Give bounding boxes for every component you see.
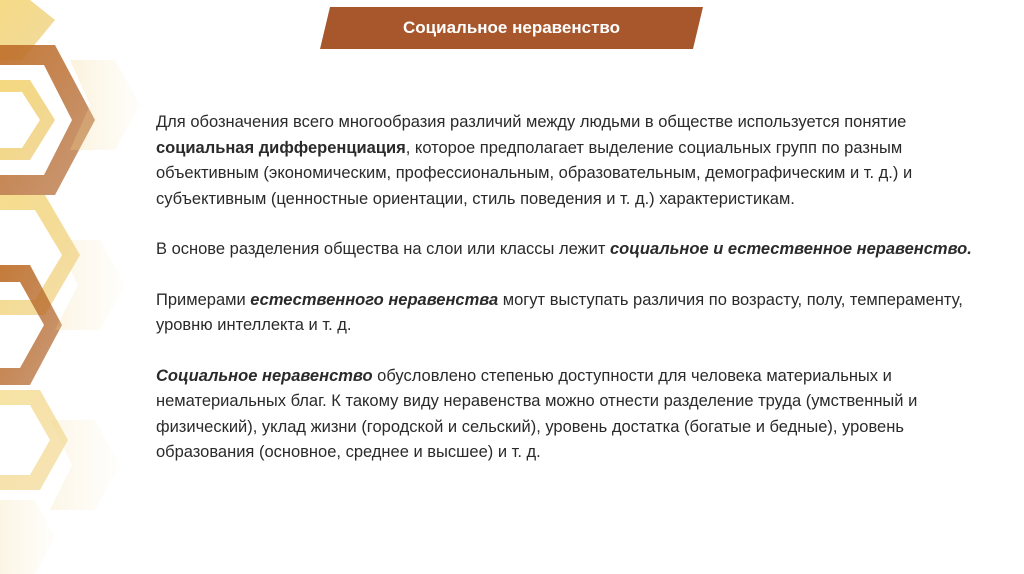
text-run: Для обозначения всего многообразия различий между людьми в обществе используется понятие [156, 113, 907, 131]
paragraph-differentiation [156, 110, 992, 212]
text-run: обусловлено степенью доступности для человека материальных и нематериальных благ. К такому виду неравенства можно отнести разделение труда (умственный и физический), уклад жизни (городской и сельский), уровень достатка (богатые и бедные), уровень образования (основное, среднее и высшее) и т. д. [156, 366, 918, 461]
text-run: , которое предполагает выделение социальных групп по разным объективным (экономическим, профессиональным, образовательным, демографическим и т. д.) и субъективным (ценностные ориентации, стиль поведения и т. д.) характеристикам. [156, 138, 913, 208]
decorative-hexagon-pattern [0, 0, 140, 574]
paragraph-natural-inequality [156, 288, 992, 339]
text-run: Примерами [156, 290, 251, 309]
paragraph-social-inequality [156, 364, 992, 466]
text-run: В основе разделения общества на слои или классы лежит [156, 240, 610, 258]
term-natural-inequality: естественного неравенства [250, 290, 499, 309]
title-banner [320, 7, 703, 49]
slide-title: Социальное неравенство [403, 18, 620, 37]
term-social-inequality: Социальное неравенство [156, 366, 373, 385]
paragraph-stratification-basis [156, 237, 992, 263]
text-run: могут выступать различия по возрасту, полу, темпераменту, уровню интеллекта и т. д. [156, 290, 963, 334]
term-social-and-natural-inequality: социальное и естественное неравенство. [610, 240, 972, 258]
term-social-differentiation: социальная дифференциация [156, 138, 406, 157]
slide-body [156, 110, 992, 491]
